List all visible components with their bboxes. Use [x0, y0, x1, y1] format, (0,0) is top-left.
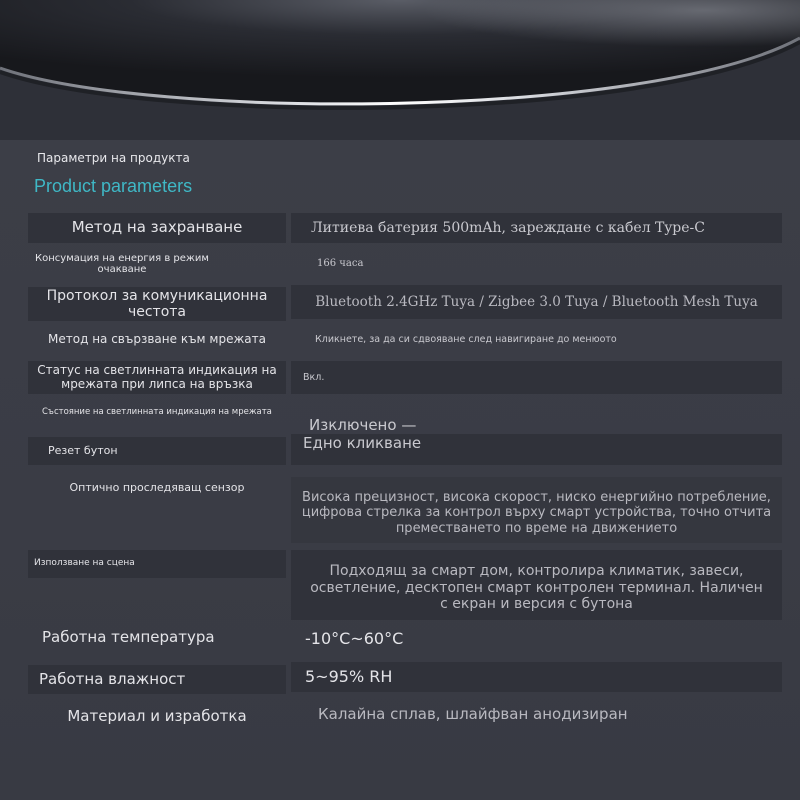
param-label: Използване на сцена	[28, 550, 286, 578]
param-value: 5~95% RH	[291, 662, 782, 692]
device-arc-graphic	[0, 0, 800, 140]
param-value: Bluetooth 2.4GHz Tuya / Zigbee 3.0 Tuya / Bluetooth Mesh Tuya	[291, 285, 782, 319]
param-value: Висока прецизност, висока скорост, ниско енергийно потребление, цифрова стрелка за контрол върху смарт устройства, точно отчита преместването по време на движението	[291, 477, 782, 543]
param-label: Метод на свързване към мрежата	[48, 332, 266, 347]
param-value: 166 часа	[317, 258, 364, 269]
param-value: Кликнете, за да си сдвояване след навигиране до менюото	[315, 334, 617, 346]
param-value: -10°C~60°C	[305, 629, 404, 649]
param-label: Материал и изработка	[67, 707, 247, 726]
param-label: Състояние на светлинната индикация на мрежата	[42, 407, 272, 418]
param-value: Калайна сплав, шлайфван анодизиран	[318, 705, 628, 723]
param-value: Едно кликване	[291, 434, 782, 465]
param-label: Протокол за комуникационна честота	[28, 287, 286, 321]
hero-banner	[0, 0, 800, 140]
param-label: Статус на светлинната индикация на мрежата при липса на връзка	[28, 361, 286, 394]
section-subtitle: Параметри на продукта	[37, 151, 190, 165]
param-value: Изключено —	[309, 416, 417, 434]
param-value: Вкл.	[291, 361, 782, 394]
param-label: Резет бутон	[28, 437, 286, 465]
param-value: Литиева батерия 500mAh, зареждане с кабел Type-C	[291, 213, 782, 243]
param-label: Метод на захранване	[28, 213, 286, 243]
param-value: Подходящ за смарт дом, контролира климатик, завеси, осветление, десктопен смарт контролен терминал. Наличен с екран и версия с бутона	[291, 550, 782, 620]
param-label: Консумация на енергия в режим очакване	[35, 252, 209, 275]
param-label: Работна температура	[42, 628, 215, 647]
param-label: Оптично проследяващ сензор	[69, 480, 245, 494]
param-label: Работна влажност	[28, 665, 286, 694]
section-title: Product parameters	[34, 176, 193, 196]
